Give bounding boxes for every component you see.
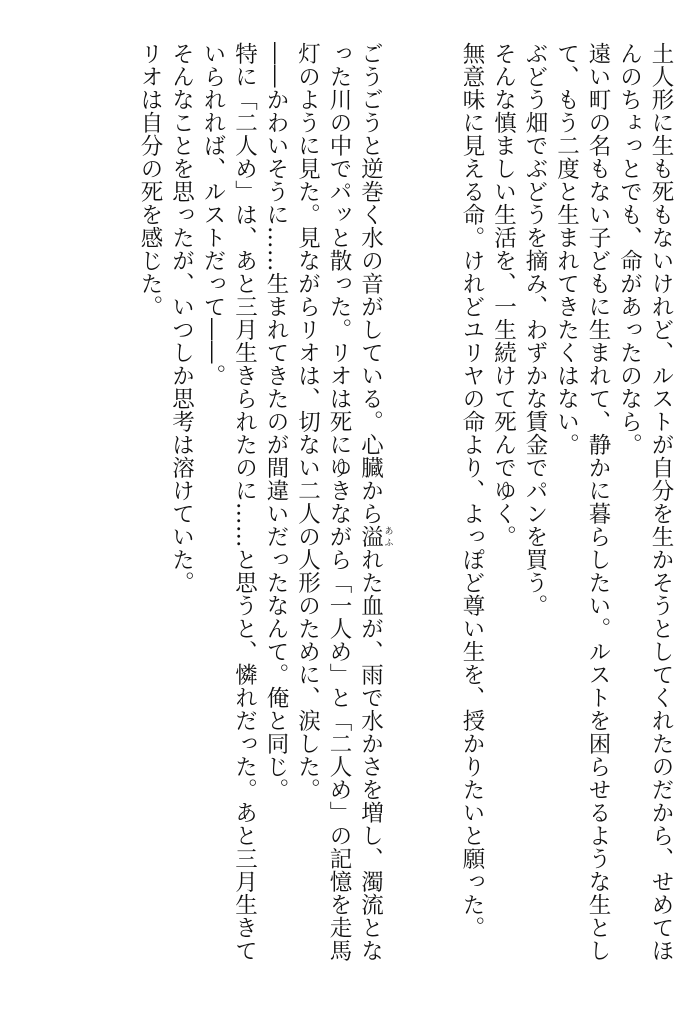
furigana: あふ <box>382 525 393 548</box>
section-break <box>393 42 456 962</box>
paragraph: リオは自分の死を感じた。 <box>137 42 163 318</box>
ruby-word <box>357 525 393 548</box>
ruby-base: 溢 <box>357 525 384 548</box>
paragraph: そんな慎ましい生活を、一生続けて死んでゆく。 <box>490 42 517 548</box>
paragraph: ――かわいそうに……生まれてきたのが間違いだったなんて。俺と同じ。 <box>263 42 289 801</box>
vertical-text-body <box>134 42 677 962</box>
paragraph: ぶどう畑でぶどうを摘み、わずかな賃金でパンを買う。 <box>522 42 548 617</box>
paragraph: 特に「二人め」は、あと三月生きられたのに……と思うと、憐れだった。あと三月生きていられれば、ルストだって――。 <box>200 42 258 962</box>
paragraph: 無意味に見える命。けれどユリヤの命より、よっぽど尊い生を、授かりたいと願った。 <box>459 42 485 939</box>
paragraph: 土人形に生も死もないけれど、ルストが自分を生かそうとしてくれたのだから、せめてほんのちょっとでも、命があったのなら。 <box>616 42 674 962</box>
text-run: れた血が、雨で水かさを増し、濁流となった川の中でパッと散った。リオは死にゆきながら「一人め」と「二人め」の記憶を走馬灯のように見た。見ながらリオは、切ない二人の人形のために、涙した。 <box>294 42 384 962</box>
paragraph: そんなことを思ったが、いつしか思考は溶けていた。 <box>168 42 195 594</box>
paragraph: 遠い町の名もない子どもに生まれて、静かに暮らしたい。ルストを困らせるような生として、もう二度と生まれてきたくはない。 <box>553 42 611 962</box>
text-run: ごうごうと逆巻く水の音がしている。心臓から <box>357 42 384 525</box>
paragraph <box>291 42 393 962</box>
